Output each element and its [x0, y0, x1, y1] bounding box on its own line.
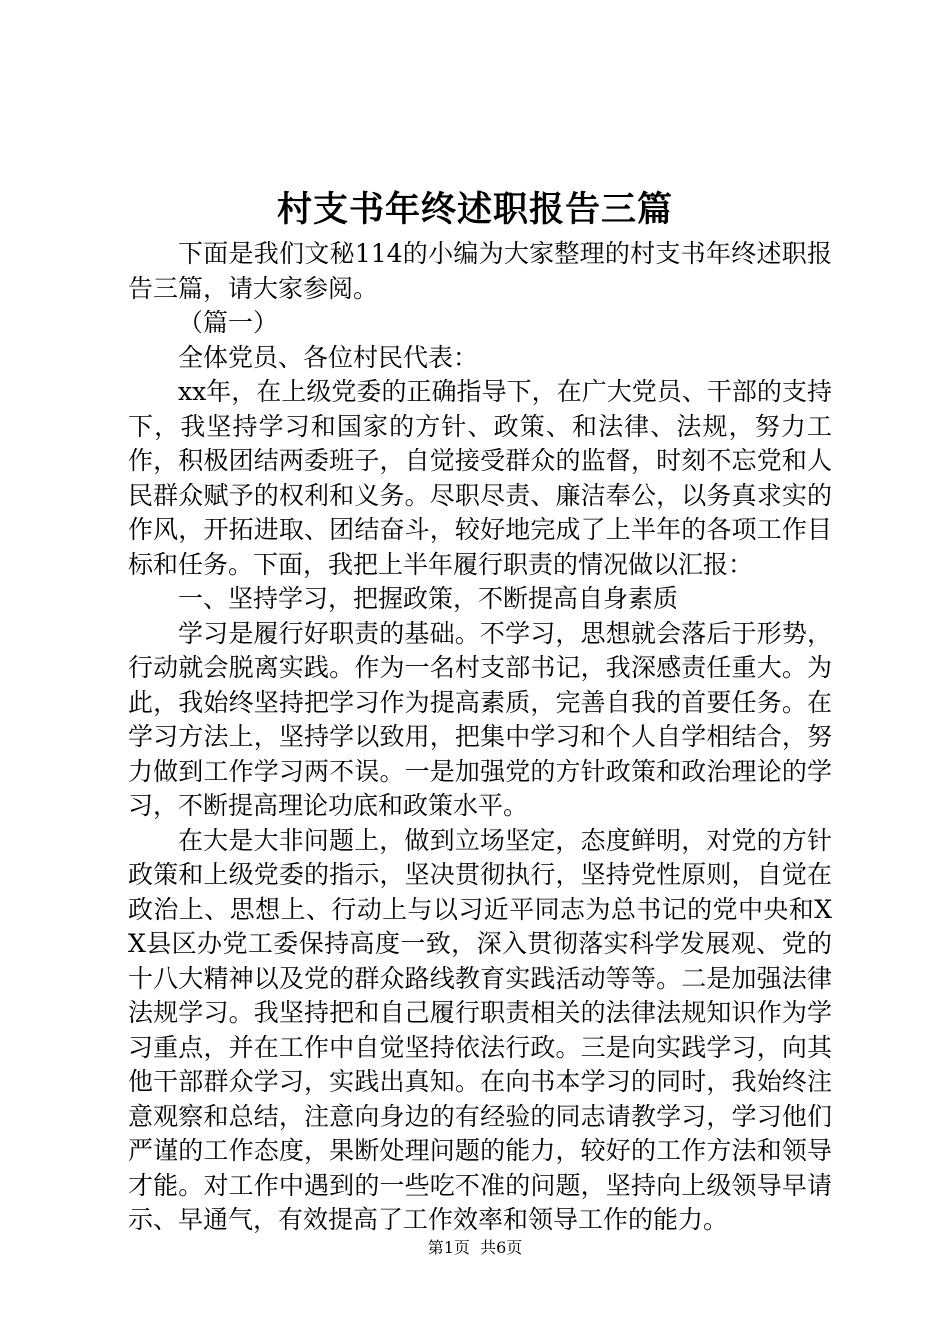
body-paragraph: 在大是大非问题上，做到立场坚定，态度鲜明，对党的方针政策和上级党委的指示，坚决贯彻执行，坚持党性原则，自觉在政治上、思想上、行动上与以习近平同志为总书记的党中央和XX县区办党工委保持高度一致，深入贯彻落实科学发展观、党的十八大精神以及党的群众路线教育实践活动等等。二是加强法律法规学习。我坚持把和自己履行职责相关的法律法规知识作为学习重点，并在工作中自觉坚持依法行政。三是向实践学习，向其他干部群众学习，实践出真知。在向书本学习的同时，我始终注意观察和总结，注意向身边的有经验的同志请教学习，学习他们严谨的工作态度，果断处理问题的能力，较好的工作方法和领导才能。对工作中遇到的一些吃不准的问题，坚持向上级领导早请示、早通气，有效提高了工作效率和领导工作的能力。 — [128, 825, 832, 1234]
document-title: 村支书年终述职报告三篇 — [276, 189, 673, 230]
section-heading: 一、坚持学习，把握政策，不断提高自身素质 — [178, 584, 679, 613]
body-paragraph: xx年，在上级党委的正确指导下，在广大党员、干部的支持下，我坚持学习和国家的方针、政策、和法律、法规，努力工作，积极团结两委班子，自觉接受群众的监督，时刻不忘党和人民群众赋予的权利和义务。尽职尽责、廉洁奉公，以务真求实的作风，开拓进取、团结奋斗，较好地完成了上半年的各项工作目标和任务。下面，我把上半年履行职责的情况做以汇报： — [128, 377, 832, 579]
intro-paragraph: 下面是我们文秘114的小编为大家整理的村支书年终述职报告三篇，请大家参阅。 — [128, 239, 832, 303]
document-body — [128, 237, 832, 1238]
section-label: （篇一） — [178, 308, 279, 337]
salutation: 全体党员、各位村民代表： — [178, 342, 479, 372]
body-paragraph: 学习是履行好职责的基础。不学习，思想就会落后于形势，行动就会脱离实践。作为一名村支部书记，我深感责任重大。为此，我始终坚持把学习作为提高素质，完善自我的首要任务。在学习方法上，坚持学以致用，把集中学习和个人自学相结合，努力做到工作学习两不误。一是加强党的方针政策和政治理论的学习，不断提高理论功底和政策水平。 — [128, 618, 832, 820]
page-footer: 第1页 共6页 — [427, 1238, 523, 1257]
